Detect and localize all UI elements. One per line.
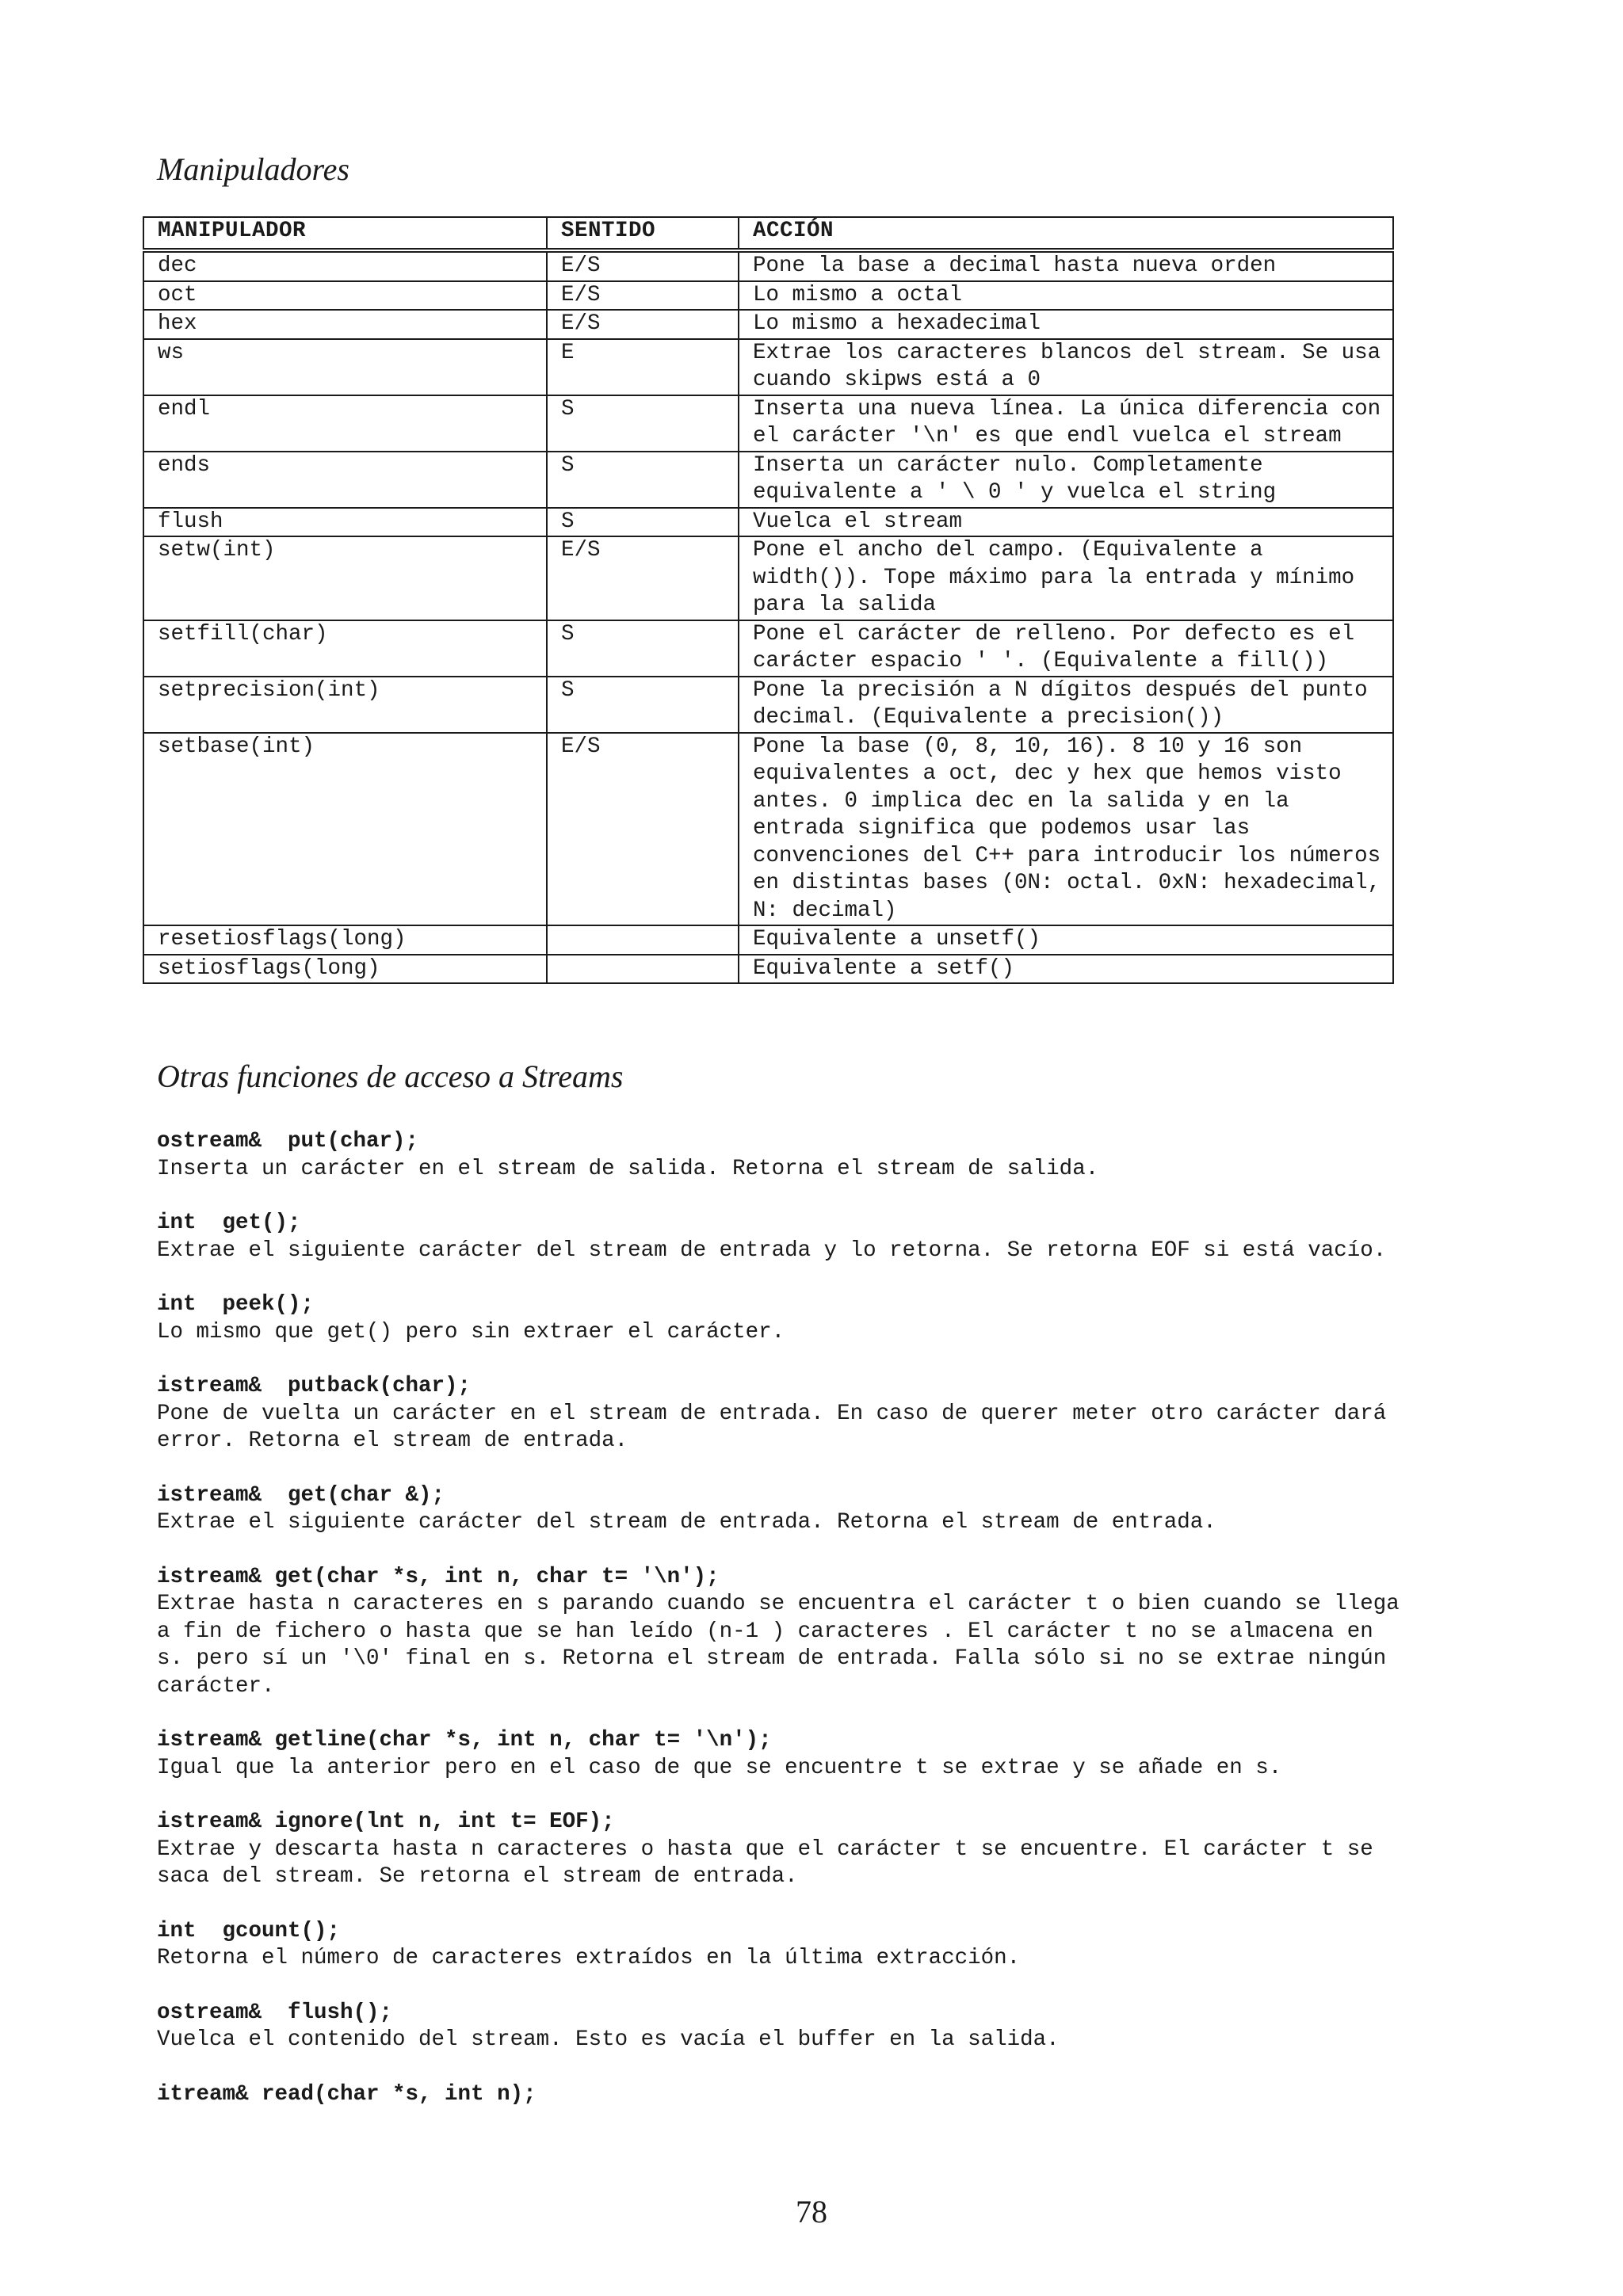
cell-accion: Lo mismo a hexadecimal — [739, 310, 1393, 339]
function-description: Pone de vuelta un carácter en el stream de entrada. En caso de querer meter otro carácter dará error. Retorna el stream de entrada. — [157, 1401, 1387, 1453]
cell-sentido: E/S — [547, 536, 739, 620]
cell-manipulador: setprecision(int) — [143, 677, 547, 733]
table-row — [143, 339, 1393, 395]
table-row — [143, 508, 1393, 537]
function-signature: ostream& flush(); — [157, 2000, 393, 2025]
function-entry — [157, 2081, 1409, 2109]
function-description: Extrae hasta n caracteres en s parando cuando se encuentra el carácter t o bien cuando se llega a fin de fichero o hasta que se han leído (n-1 ) caracteres . El carácter t no se almacena en s. pero sí un '\0' final en s. Retorna el stream de entrada. Falla sólo si no se extrae ningún carácter. — [157, 1592, 1400, 1699]
cell-accion: Pone la precisión a N dígitos después del punto decimal. (Equivalente a precision()) — [739, 677, 1393, 733]
table-row — [143, 250, 1393, 281]
function-description: Extrae el siguiente carácter del stream de entrada. Retorna el stream de entrada. — [157, 1510, 1216, 1535]
section-title-otras-funciones: Otras funciones de acceso a Streams — [157, 1058, 624, 1094]
table-row — [143, 395, 1393, 452]
cell-accion: Equivalente a unsetf() — [739, 925, 1393, 955]
function-signature: istream& get(char &); — [157, 1482, 445, 1508]
function-signature: int get(); — [157, 1211, 301, 1235]
section-title-manipuladores: Manipuladores — [157, 151, 349, 187]
cell-manipulador: ends — [143, 452, 547, 508]
function-signature: ostream& put(char); — [157, 1129, 419, 1154]
function-entry — [157, 1482, 1409, 1537]
function-entry — [157, 1210, 1409, 1264]
cell-manipulador: setfill(char) — [143, 620, 547, 677]
cell-sentido: E — [547, 339, 739, 395]
cell-sentido: E/S — [547, 281, 739, 311]
function-entry — [157, 1918, 1409, 1973]
function-entry — [157, 1128, 1409, 1183]
function-entry — [157, 1727, 1409, 1782]
cell-accion: Inserta un carácter nulo. Completamente equivalente a ' \ 0 ' y vuelca el string — [739, 452, 1393, 508]
cell-accion: Pone la base (0, 8, 10, 16). 8 10 y 16 son equivalentes a oct, dec y hex que hemos visto antes. 0 implica dec en la salida y en la entrada significa que podemos usar las convenciones del C++ para introducir los números en distintas bases (0N: octal. 0xN: hexadecimal, N: decimal) — [739, 733, 1393, 926]
cell-accion: Equivalente a setf() — [739, 955, 1393, 984]
cell-manipulador: dec — [143, 250, 547, 281]
cell-manipulador: setiosflags(long) — [143, 955, 547, 984]
function-signature: istream& getline(char *s, int n, char t= '\n'); — [157, 1728, 772, 1753]
cell-sentido: S — [547, 677, 739, 733]
function-signature: istream& ignore(lnt n, int t= EOF); — [157, 1810, 615, 1834]
cell-manipulador: setbase(int) — [143, 733, 547, 926]
manipulators-table — [143, 216, 1394, 984]
cell-sentido: E/S — [547, 310, 739, 339]
function-description: Inserta un carácter en el stream de salida. Retorna el stream de salida. — [157, 1156, 1099, 1181]
function-list — [157, 1128, 1409, 2135]
table-row — [143, 536, 1393, 620]
table-row — [143, 281, 1393, 311]
page-number: 78 — [796, 2194, 827, 2229]
function-entry — [157, 1373, 1409, 1455]
cell-sentido: S — [547, 620, 739, 677]
function-entry — [157, 1809, 1409, 1891]
cell-sentido: S — [547, 508, 739, 537]
function-description: Extrae y descarta hasta n caracteres o hasta que el carácter t se encuentre. El carácter t se saca del stream. Se retorna el stream de entrada. — [157, 1836, 1373, 1889]
cell-manipulador: ws — [143, 339, 547, 395]
function-signature: istream& putback(char); — [157, 1374, 472, 1398]
cell-manipulador: flush — [143, 508, 547, 537]
cell-accion: Extrae los caracteres blancos del stream. Se usa cuando skipws está a 0 — [739, 339, 1393, 395]
table-row — [143, 310, 1393, 339]
cell-manipulador: hex — [143, 310, 547, 339]
function-description: Lo mismo que get() pero sin extraer el carácter. — [157, 1319, 785, 1344]
function-signature: itream& read(char *s, int n); — [157, 2081, 537, 2107]
table-header-row — [143, 217, 1393, 250]
function-description: Retorna el número de caracteres extraídos en la última extracción. — [157, 1946, 1021, 1970]
cell-manipulador: endl — [143, 395, 547, 452]
function-entry — [157, 2000, 1409, 2054]
header-accion: ACCIÓN — [739, 217, 1393, 250]
header-sentido: SENTIDO — [547, 217, 739, 250]
function-signature: int gcount(); — [157, 1918, 341, 1943]
table-row — [143, 620, 1393, 677]
header-manipulador: MANIPULADOR — [143, 217, 547, 250]
cell-manipulador: oct — [143, 281, 547, 311]
cell-sentido — [547, 925, 739, 955]
cell-sentido — [547, 955, 739, 984]
function-entry — [157, 1564, 1409, 1701]
cell-accion: Pone el ancho del campo. (Equivalente a width()). Tope máximo para la entrada y mínimo para la salida — [739, 536, 1393, 620]
table-row — [143, 452, 1393, 508]
table-row — [143, 733, 1393, 926]
cell-manipulador: resetiosflags(long) — [143, 925, 547, 955]
function-description: Extrae el siguiente carácter del stream de entrada y lo retorna. Se retorna EOF si está vacío. — [157, 1238, 1387, 1263]
function-description: Vuelca el contenido del stream. Esto es vacía el buffer en la salida. — [157, 2027, 1060, 2052]
cell-accion: Pone la base a decimal hasta nueva orden — [739, 250, 1393, 281]
cell-sentido: E/S — [547, 733, 739, 926]
cell-sentido: S — [547, 395, 739, 452]
table-row — [143, 955, 1393, 984]
function-signature: istream& get(char *s, int n, char t= '\n'); — [157, 1564, 720, 1589]
cell-accion: Pone el carácter de relleno. Por defecto es el carácter espacio ' '. (Equivalente a fill()) — [739, 620, 1393, 677]
cell-manipulador: setw(int) — [143, 536, 547, 620]
cell-accion: Inserta una nueva línea. La única diferencia con el carácter '\n' es que endl vuelca el stream — [739, 395, 1393, 452]
table-row — [143, 925, 1393, 955]
cell-accion: Lo mismo a octal — [739, 281, 1393, 311]
cell-sentido: E/S — [547, 250, 739, 281]
table-row — [143, 677, 1393, 733]
cell-accion: Vuelca el stream — [739, 508, 1393, 537]
function-description: Igual que la anterior pero en el caso de que se encuentre t se extrae y se añade en s. — [157, 1755, 1282, 1780]
cell-sentido: S — [547, 452, 739, 508]
function-signature: int peek(); — [157, 1292, 315, 1317]
function-entry — [157, 1291, 1409, 1346]
